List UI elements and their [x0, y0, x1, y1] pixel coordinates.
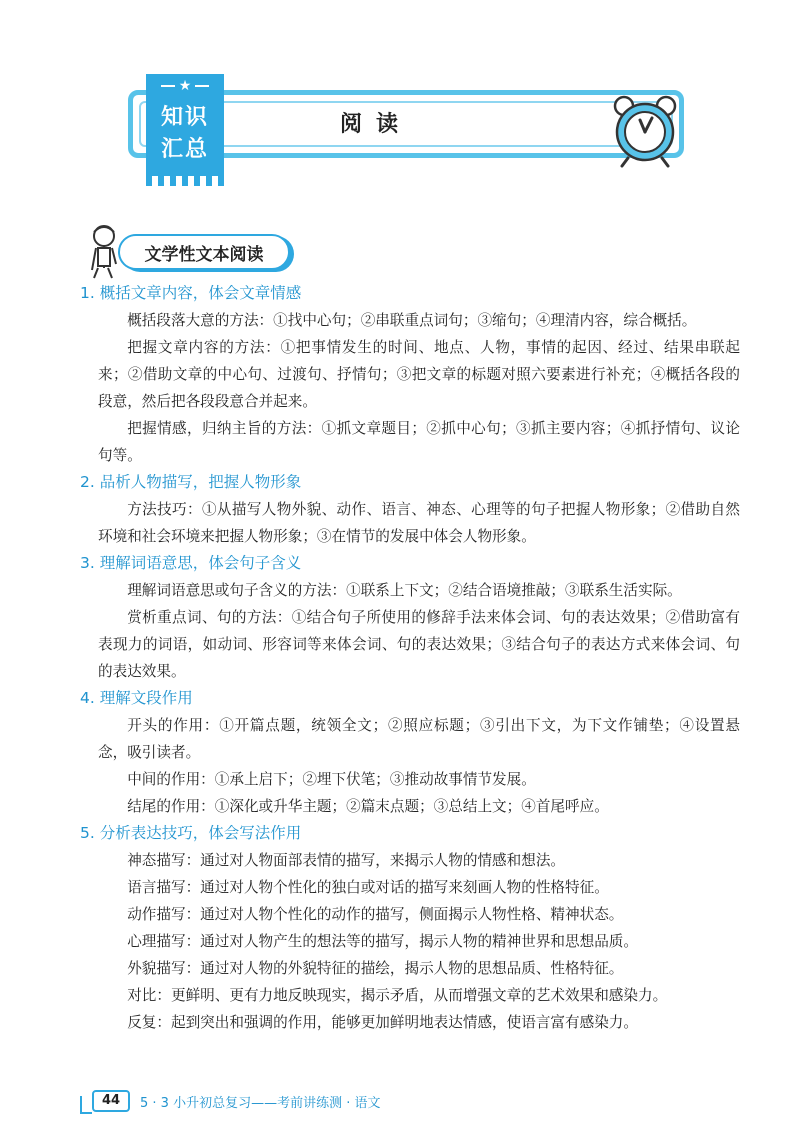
subsection-heading: 4. 理解文段作用 — [80, 689, 193, 707]
clock-icon — [604, 92, 688, 168]
paragraph: 外貌描写：通过对人物的外貌特征的描绘，揭示人物的思想品质、性格特征。 — [127, 960, 624, 977]
footer — [92, 1090, 380, 1112]
paragraph: 开头的作用：①开篇点题，统领全文；②照应标题；③引出下文，为下文作铺垫；④设置悬念，吸引读者。 — [98, 717, 740, 761]
subsection-heading: 1. 概括文章内容，体会文章情感 — [80, 284, 302, 302]
knowledge-summary-ribbon — [146, 74, 224, 176]
paragraph: 对比：更鲜明、更有力地反映现实，揭示矛盾，从而增强文章的艺术效果和感染力。 — [127, 987, 668, 1004]
paragraph: 结尾的作用：①深化或升华主题；②篇末点题；③总结上文；④首尾呼应。 — [127, 798, 609, 815]
page-title: 阅读 — [339, 112, 412, 137]
star-icon: ★ — [146, 78, 224, 94]
section-title: 文学性文本阅读 — [144, 245, 264, 265]
page-number: 44 — [92, 1090, 130, 1112]
paragraph: 把握情感，归纳主旨的方法：①抓文章题目；②抓中心句；③抓主要内容；④抓抒情句、议论句等。 — [98, 420, 740, 464]
paragraph: 概括段落大意的方法：①找中心句；②串联重点词句；③缩句；④理清内容，综合概括。 — [127, 312, 697, 329]
subsection-heading: 5. 分析表达技巧，体会写法作用 — [80, 824, 302, 842]
footer-book-title: 5 · 3 小升初总复习——考前讲练测 · 语文 — [140, 1095, 381, 1111]
paragraph: 理解词语意思或句子含义的方法：①联系上下文；②结合语境推敲；③联系生活实际。 — [127, 582, 682, 599]
section-title-pill — [118, 234, 290, 270]
ribbon-label-line2: 汇总 — [160, 137, 209, 162]
paragraph: 方法技巧：①从描写人物外貌、动作、语言、神态、心理等的句子把握人物形象；②借助自然环境和社会环境来把握人物形象；③在情节的发展中体会人物形象。 — [98, 501, 740, 545]
paragraph: 中间的作用：①承上启下；②埋下伏笔；③推动故事情节发展。 — [127, 771, 536, 788]
ribbon-label-line1: 知识 — [160, 105, 209, 130]
paragraph: 动作描写：通过对人物个性化的动作的描写，侧面揭示人物性格、精神状态。 — [127, 906, 624, 923]
subsection-heading: 2. 品析人物描写，把握人物形象 — [80, 473, 302, 491]
paragraph: 赏析重点词、句的方法：①结合句子所使用的修辞手法来体会词、句的表达效果；②借助富有表现力的词语，如动词、形容词等来体会词、句的表达效果；③结合句子的表达方式来体会词、句的表达效果。 — [98, 609, 740, 680]
subsection-heading: 3. 理解词语意思，体会句子含义 — [80, 554, 302, 572]
paragraph: 语言描写：通过对人物个性化的独白或对话的描写来刻画人物的性格特征。 — [127, 879, 609, 896]
content-body — [80, 280, 740, 1036]
paragraph: 反复：起到突出和强调的作用，能够更加鲜明地表达情感，使语言富有感染力。 — [127, 1014, 638, 1031]
paragraph: 心理描写：通过对人物产生的想法等的描写，揭示人物的精神世界和思想品质。 — [127, 933, 638, 950]
paragraph: 把握文章内容的方法：①把事情发生的时间、地点、人物，事情的起因、经过、结果串联起来；②借助文章的中心句、过渡句、抒情句；③把文章的标题对照六要素进行补充；④概括各段的段意，然后把各段段意合并起来。 — [98, 339, 740, 410]
paragraph: 神态描写：通过对人物面部表情的描写，来揭示人物的情感和想法。 — [127, 852, 566, 869]
